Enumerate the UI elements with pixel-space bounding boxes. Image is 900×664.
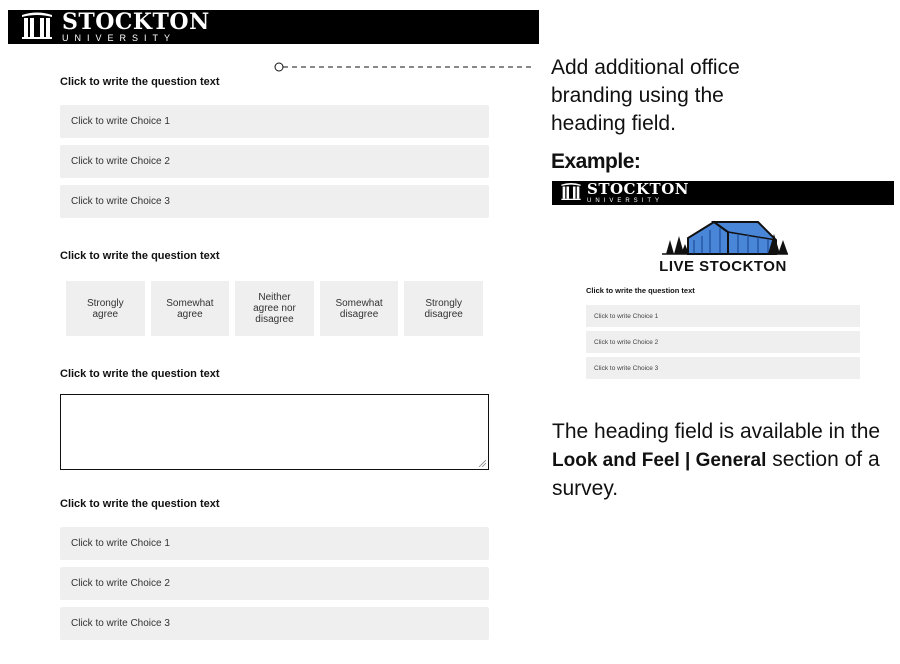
question-4-text[interactable]: Click to write the question text	[60, 498, 220, 510]
note-text: The heading field is available in the	[552, 420, 881, 443]
live-stockton-logo-text: LIVE STOCKTON	[659, 258, 787, 275]
scale-label-line: disagree	[339, 308, 379, 320]
q1-choice-3[interactable]: Click to write Choice 3	[60, 185, 489, 218]
scale-label-line: disagree	[424, 308, 463, 320]
example-choice-3: Click to write Choice 3	[586, 357, 860, 379]
scale-label-line: Strongly	[425, 297, 462, 309]
callout-text	[551, 54, 851, 138]
question-3-text[interactable]: Click to write the question text	[60, 368, 220, 380]
scale-label-line: Somewhat	[166, 297, 214, 309]
example-choice-2: Click to write Choice 2	[586, 331, 860, 353]
q4-choice-3[interactable]: Click to write Choice 3	[60, 607, 489, 640]
brand-wordmark	[587, 182, 689, 204]
stockton-logo-icon	[20, 11, 54, 44]
likert-scale-row	[66, 281, 483, 336]
scale-label-line: agree	[92, 308, 119, 320]
stockton-logo-icon	[560, 182, 582, 205]
q1-choice-2[interactable]: Click to write Choice 2	[60, 145, 489, 178]
scale-label-line: agree nor	[253, 303, 296, 314]
scale-option-strongly-disagree[interactable]	[404, 281, 483, 336]
survey-header-bar	[8, 10, 539, 44]
scale-label-line: Neither	[258, 292, 291, 303]
callout-line: branding using the	[551, 84, 724, 107]
scale-label-line: agree	[177, 308, 203, 320]
note-text: section of a survey.	[552, 448, 880, 500]
callout-line: Add additional office	[551, 56, 740, 79]
example-question-text: Click to write the question text	[586, 286, 695, 295]
q4-choice-2[interactable]: Click to write Choice 2	[60, 567, 489, 600]
note-bold-location: Look and Feel | General	[552, 450, 767, 471]
question-1-text[interactable]: Click to write the question text	[60, 76, 220, 88]
q1-choice-1[interactable]: Click to write Choice 1	[60, 105, 489, 138]
availability-note	[552, 418, 892, 503]
scale-option-neutral[interactable]	[235, 281, 314, 336]
scale-label-line: Somewhat	[335, 297, 383, 309]
scale-label-line: Strongly	[86, 297, 124, 309]
example-label: Example:	[551, 150, 641, 173]
scale-option-somewhat-agree[interactable]	[151, 281, 230, 336]
resize-grip-icon[interactable]	[479, 460, 486, 467]
example-header-bar	[552, 181, 894, 205]
q4-choice-1[interactable]: Click to write Choice 1	[60, 527, 489, 560]
scale-option-strongly-agree[interactable]	[66, 281, 145, 336]
brand-name: STOCKTON	[587, 180, 689, 198]
example-choice-1: Click to write Choice 1	[586, 305, 860, 327]
brand-subtitle: UNIVERSITY	[587, 198, 664, 204]
scale-label-line: disagree	[255, 314, 294, 325]
scale-option-somewhat-disagree[interactable]	[320, 281, 399, 336]
brand-subtitle: UNIVERSITY	[62, 33, 177, 43]
brand-name: STOCKTON	[62, 9, 210, 35]
brand-wordmark	[62, 11, 210, 43]
callout-line: heading field.	[551, 112, 676, 135]
dashed-connector-line-icon	[274, 60, 532, 74]
text-entry-box[interactable]	[60, 394, 489, 470]
question-2-text[interactable]: Click to write the question text	[60, 250, 220, 262]
